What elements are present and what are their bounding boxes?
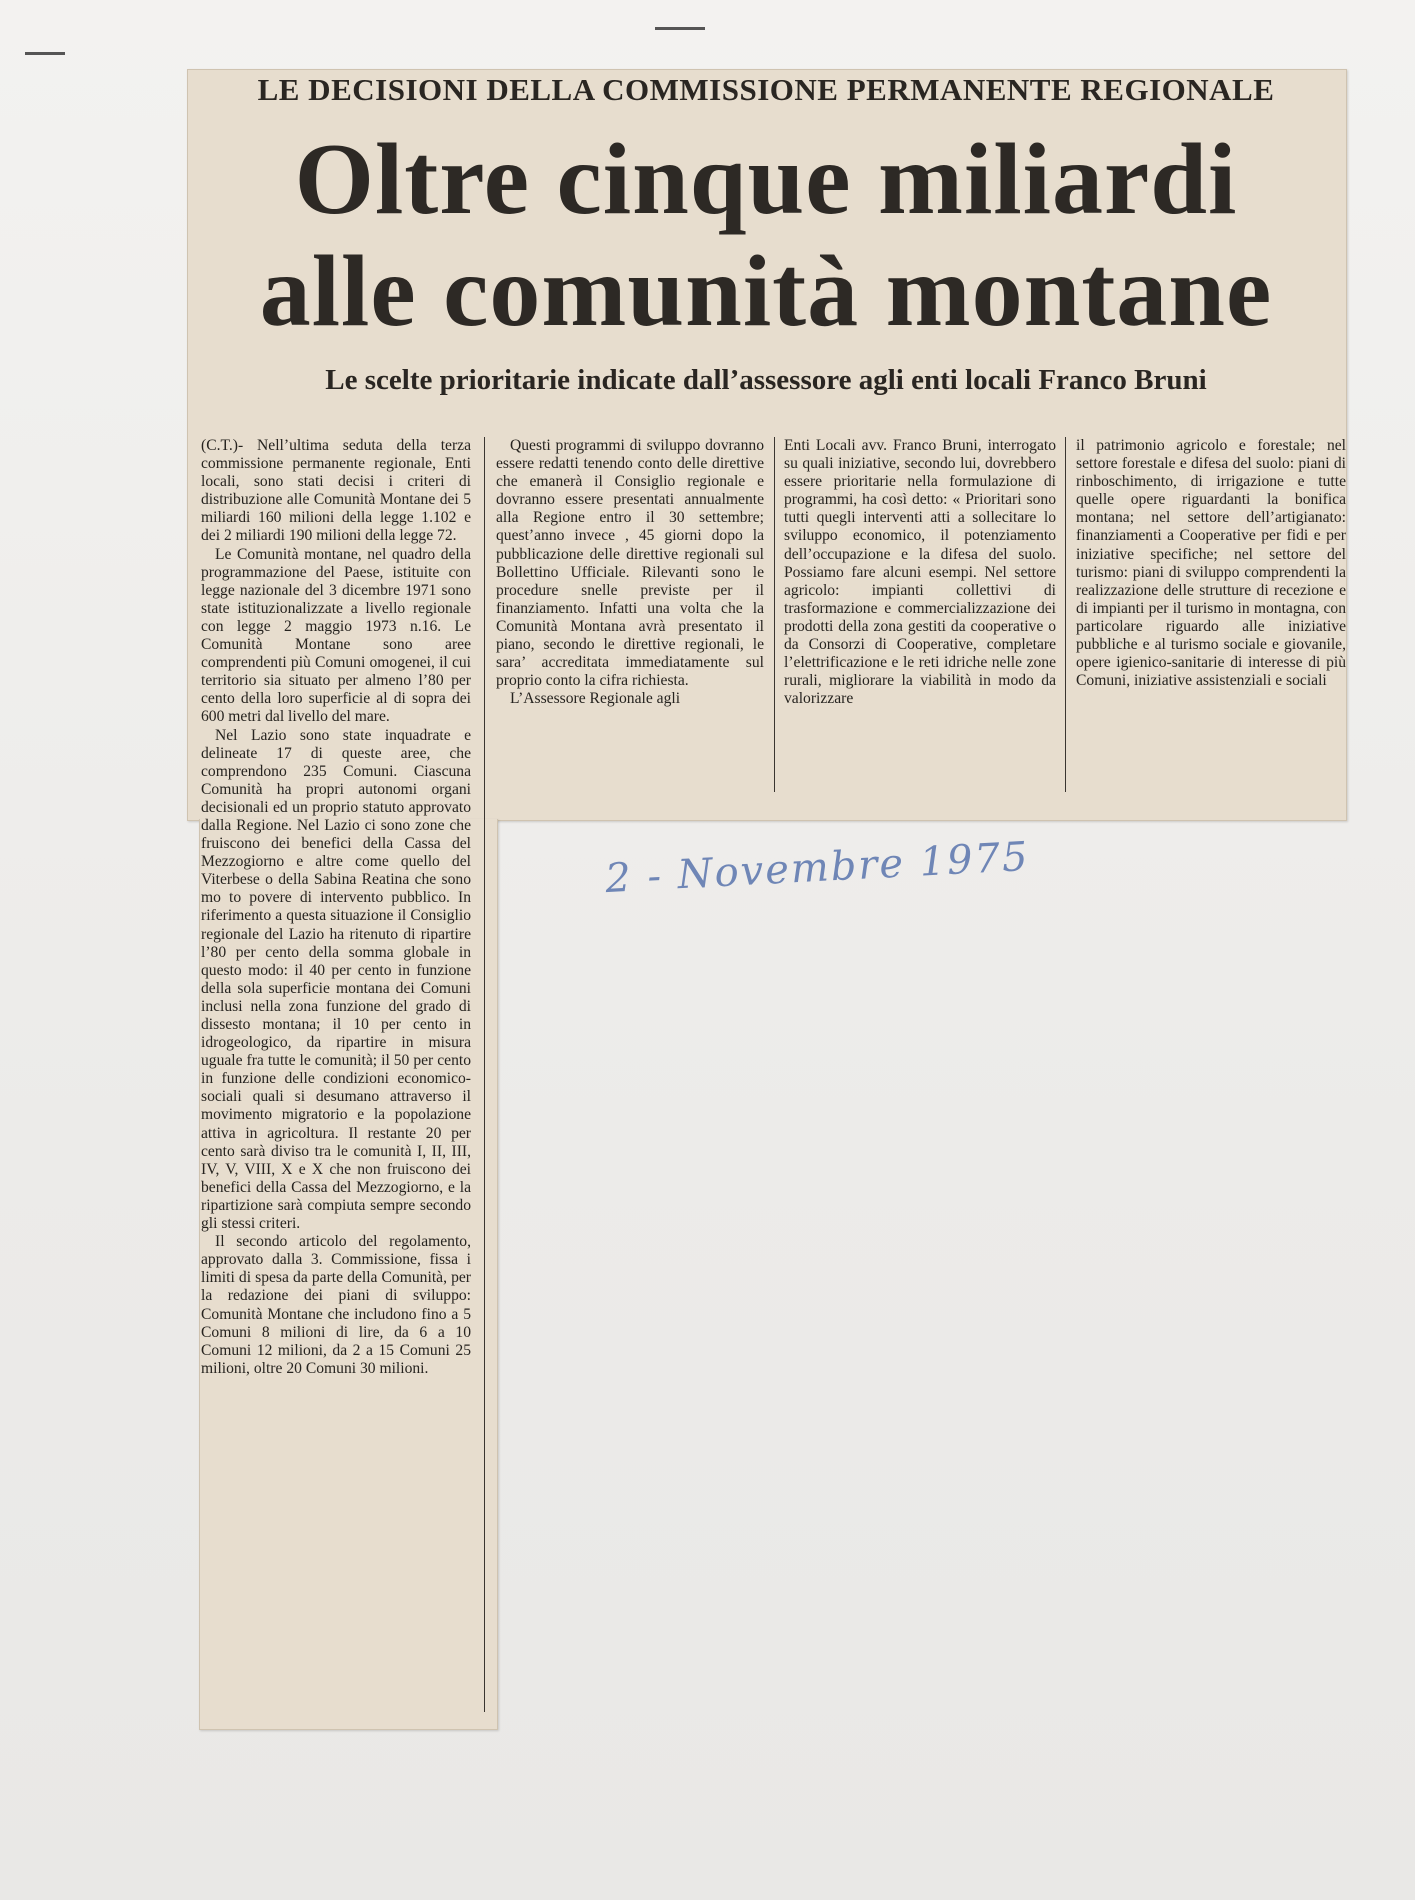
paragraph: L’Assessore Regionale agli xyxy=(510,690,681,708)
article-column-4 xyxy=(1076,437,1346,690)
column-rule xyxy=(484,437,485,1712)
article-column-2 xyxy=(496,437,764,708)
paragraph: (C.T.)- Nell’ultima seduta della terza commissione permanente regionale, Enti locali, sono stati decisi i criteri di distribuzione alle Comunità Montane dei 5 miliardi 160 milioni della legge 1.102 e dei 2 miliardi 190 milioni della legge 72. xyxy=(201,437,471,545)
subheadline: Le scelte prioritarie indicate dall’assessore agli enti locali Franco Bruni xyxy=(325,364,1207,396)
paragraph: Enti Locali avv. Franco Bruni, interrogato su quali iniziative, secondo lui, dovrebbero essere prioritarie nella formulazione di programmi, ha così detto: « Prioritari sono tutti quegli interventi atti a sollecitare lo sviluppo economico, il potenziamento dell’occupazione e la difesa del suolo. Possiamo fare alcuni esempi. Nel settore agricolo: impianti collettivi di trasformazione e commercializzazione dei prodotti della zona gestiti da cooperative o da Consorzi di Cooperative, completare l’elettrificazione e le reti idriche nelle zone rurali, migliorare la viabilità in modo da valorizzare xyxy=(784,437,1056,708)
headline-line-1: Oltre cinque miliardi xyxy=(294,123,1238,236)
article-column-1 xyxy=(201,437,471,1378)
paragraph: Nel Lazio sono state inquadrate e delineate 17 di queste aree, che comprendono 235 Comuni. Ciascuna Comunità ha propri autonomi organi decisionali ed un proprio statuto approvato dalla Regione. Nel Lazio ci sono zone che fruiscono dei benefici della Cassa del Mezzogiorno e altre come quello del Viterbese o della Sabina Reatina che sono mo to povere di intervento pubblico. In riferimento a questa situazione il Consiglio regionale del Lazio ha ritenuto di ripartire l’80 per cento della somma globale in questo modo: il 40 per cento in funzione della sola superficie montana dei Comuni inclusi nella zona funzione del grado di dissesto montana; il 10 per cento in idrogeologico, da ripartire in misura uguale fra tutte le comunità; il 50 per cento in funzione delle condizioni economico-sociali quali si desumano attraverso il movimento migratorio e la popolazione attiva in agricoltura. Il restante 20 per cento sarà diviso tra le comunità I, II, III, IV, V, VIII, X e X che non fruiscono dei benefici della Cassa del Mezzogiorno, e la ripartizione sarà compiuta sempre secondo gli stessi criteri. xyxy=(201,726,471,1233)
paragraph: il patrimonio agricolo e forestale; nel settore forestale e difesa del suolo: piani di rinboschimento, di irrigazione e tutte quelle opere riguardanti la bonifica montana; nel settore dell’artigianato: finanziamenti a Cooperative per fidi e per iniziative specifiche; nel settore del turismo: piani di sviluppo comprendenti la realizzazione delle strutture di recezione e di impianti per il turismo in montagna, con particolare riguardo alle iniziative pubbliche e al turismo sociale e giovanile, opere igienico-sanitarie di interesse di più Comuni, iniziative assistenziali e sociali xyxy=(1076,437,1346,690)
handwritten-date: 2 - Novembre 1975 xyxy=(604,833,1031,903)
column-rule xyxy=(774,437,775,792)
binding-mark-left xyxy=(25,52,65,55)
kicker-headline: LE DECISIONI DELLA COMMISSIONE PERMANENTE REGIONALE xyxy=(257,72,1275,107)
article-column-3 xyxy=(784,437,1056,708)
headline-line-2: alle comunità montane xyxy=(259,235,1273,348)
column-rule xyxy=(1065,437,1066,792)
paragraph: Il secondo articolo del regolamento, approvato dalla 3. Commissione, fissa i limiti di spesa da parte della Comunità, per la redazione dei piani di sviluppo: Comunità Montane che includono fino a 5 Comuni 8 milioni di lire, da 6 a 10 Comuni 12 milioni, da 2 a 15 Comuni 25 milioni, oltre 20 Comuni 30 milioni. xyxy=(201,1233,471,1377)
binding-mark-top xyxy=(655,27,705,30)
paragraph: Questi programmi di sviluppo dovranno essere redatti tenendo conto delle direttive che emanerà il Consiglio regionale e dovranno essere presentati annualmente alla Regione entro il 30 settembre; quest’anno invece , 45 giorni dopo la pubblicazione delle direttive regionali sul Bollettino Ufficiale. Rilevanti sono le procedure snelle previste per il finanziamento. Infatti una volta che la Comunità Montana avrà presentato il piano, secondo le direttive regionali, le sara’ accreditata immediatamente sul proprio conto la cifra richiesta. xyxy=(496,437,764,690)
main-headline xyxy=(187,124,1345,348)
paragraph: Le Comunità montane, nel quadro della programmazione del Paese, istituite con legge nazionale del 3 dicembre 1971 sono state istituzionalizzate a livello regionale con legge 2 maggio 1973 n.16. Le Comunità Montane sono aree comprendenti più Comuni omogenei, il cui territorio sia situato per almeno l’80 per cento della loro superficie al di sopra dei 600 metri dal livello del mare. xyxy=(201,545,471,726)
